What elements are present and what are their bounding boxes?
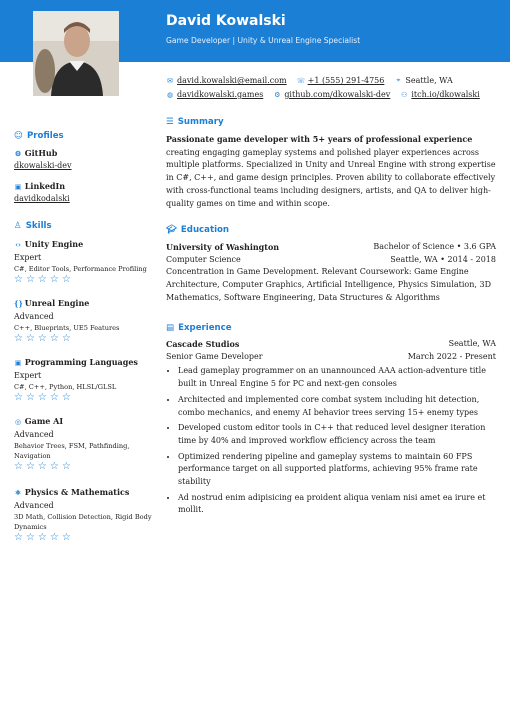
skill-level: Advanced xyxy=(14,501,54,510)
phone-link[interactable]: +1 (555) 291-4756 xyxy=(307,76,385,85)
skill-keywords: Behavior Trees, FSM, Pathfinding, Navigation xyxy=(14,442,130,460)
experience-bullet: • Developed custom editor tools in C++ that reduced level designer iteration time by 40% and improved workflow efficiency across the team xyxy=(178,422,496,447)
github-icon: ⚙ xyxy=(14,149,22,158)
experience-company: Cascade Studios xyxy=(166,339,240,349)
skill-keywords: 3D Math, Collision Detection, Rigid Body Dynamics xyxy=(14,513,152,531)
skill-keywords: C#, Editor Tools, Performance Profiling xyxy=(14,265,147,273)
code-icon: ‹› xyxy=(15,240,21,249)
email-link[interactable]: david.kowalski@email.com xyxy=(177,76,287,85)
contact-row-2 xyxy=(166,90,480,99)
linkedin-icon: ▣ xyxy=(14,182,22,191)
profile-username-link[interactable]: dkowalski-dev xyxy=(14,161,72,170)
github-icon: ⚙ xyxy=(274,90,281,99)
itch-link[interactable]: itch.io/dkowalski xyxy=(411,90,480,99)
profiles-heading: ☺ Profiles xyxy=(14,131,64,141)
skill-item: ‹› Unity Engine Expert C#, Editor Tools, Performance Profiling ☆☆☆☆☆ xyxy=(14,239,154,285)
experience-position: Senior Game Developer xyxy=(166,351,263,361)
summary-text xyxy=(166,133,496,210)
skill-rating-stars: ☆☆☆☆☆ xyxy=(14,333,74,344)
skill-rating-stars: ☆☆☆☆☆ xyxy=(14,461,74,472)
experience-bullet: • Ad nostrud enim adipisicing ea proident aliqua veniam nisi amet ea irure et mollit. xyxy=(178,492,496,517)
github-link[interactable]: github.com/dkowalski-dev xyxy=(284,90,391,99)
skill-item: {} Unreal Engine Advanced C++, Blueprints, UE5 Features ☆☆☆☆☆ xyxy=(14,298,154,344)
location-text: Seattle, WA xyxy=(405,76,453,85)
skill-keywords: C++, Blueprints, UE5 Features xyxy=(14,324,120,332)
email-icon: ✉ xyxy=(167,76,173,85)
skill-rating-stars: ☆☆☆☆☆ xyxy=(14,532,74,543)
atom-icon: ⚛ xyxy=(14,488,22,497)
braces-icon: {} xyxy=(14,299,24,308)
profiles-list xyxy=(14,148,154,203)
education-degree: Bachelor of Science • 3.6 GPA xyxy=(373,242,496,251)
education-heading: 🎓︎ Education xyxy=(166,225,230,235)
skill-level: Expert xyxy=(14,253,42,262)
location-icon: ⌖ xyxy=(396,76,401,84)
skill-item: ⚛ Physics & Mathematics Advanced 3D Math, Collision Detection, Rigid Body Dynamics ☆☆☆☆☆ xyxy=(14,487,154,543)
globe-icon: ◍ xyxy=(166,90,174,99)
education-description: Concentration in Game Development. Relevant Coursework: Game Engine Architecture, Computer Graphics, Artificial Intelligence, Physics Simulation, 3D Mathematics, Software Engineering, Data Structures & Algorithms xyxy=(166,267,491,302)
skill-rating-stars: ☆☆☆☆☆ xyxy=(14,392,74,403)
experience-bullet: • Lead gameplay programmer on an unannounced AAA action-adventure title built in Unreal Engine 5 for PC and next-gen consoles xyxy=(178,365,496,390)
education-location-date: Seattle, WA • 2014 - 2018 xyxy=(390,254,496,264)
profiles-icon: ☺ xyxy=(14,131,23,141)
summary-icon: ☰ xyxy=(166,117,174,127)
experience-bullet: • Optimized rendering pipeline and gameplay systems to maintain 60 FPS performance target on all supported platforms, achieving 95% frame rate stability xyxy=(178,451,496,489)
gamepad-icon: ⚇ xyxy=(401,90,408,99)
skill-item: ▣ Programming Languages Expert C#, C++, Python, HLSL/GLSL ☆☆☆☆☆ xyxy=(14,357,154,403)
summary-lead: Passionate game developer with 5+ years of professional experience xyxy=(166,134,473,144)
education-institution: University of Washington xyxy=(166,242,280,252)
experience-entry xyxy=(166,338,496,520)
skill-keywords: C#, C++, Python, HLSL/GLSL xyxy=(14,383,117,391)
briefcase-icon: ▤ xyxy=(166,323,175,333)
profile-item: ⚙ GitHub dkowalski-dev xyxy=(14,148,154,181)
experience-date: March 2022 - Present xyxy=(407,351,496,361)
profile-username-link[interactable]: davidkodalski xyxy=(14,194,70,203)
contact-row-1 xyxy=(166,76,453,85)
skill-level: Advanced xyxy=(14,430,54,439)
skills-heading: ♙ Skills xyxy=(14,221,52,231)
website-link[interactable]: davidkowalski.games xyxy=(177,90,264,99)
skill-level: Advanced xyxy=(14,312,54,321)
brain-icon: ◎ xyxy=(14,417,22,426)
profile-photo xyxy=(33,11,119,96)
candidate-title: Game Developer | Unity & Unreal Engine Specialist xyxy=(166,36,361,45)
education-entry xyxy=(166,241,496,305)
graduation-cap-icon: 🎓︎ xyxy=(166,225,177,235)
experience-location: Seattle, WA xyxy=(448,339,496,348)
terminal-icon: ▣ xyxy=(14,358,22,367)
experience-bullets xyxy=(166,365,496,517)
phone-icon: ☏ xyxy=(296,76,306,85)
summary-body: creating engaging gameplay systems and polished player experiences across multiple platforms. Specialized in Unity and Unreal Engine with strong expertise in C#, C++, and game design principles. Proven ability to collaborate effectively with cross-functional teams including designers, artists, and QA to deliver high-quality games on time and within scope. xyxy=(166,147,496,208)
education-area: Computer Science xyxy=(166,254,241,264)
summary-heading: ☰ Summary xyxy=(166,117,224,127)
profile-item: ▣ LinkedIn davidkodalski xyxy=(14,181,154,203)
experience-heading: ▤ Experience xyxy=(166,323,232,333)
experience-bullet: • Architected and implemented core combat system including hit detection, combo mechanics, and enemy AI behavior trees serving 15+ enemy types xyxy=(178,394,496,419)
skill-level: Expert xyxy=(14,371,42,380)
skill-rating-stars: ☆☆☆☆☆ xyxy=(14,274,74,285)
candidate-name: David Kowalski xyxy=(166,13,286,29)
skills-icon: ♙ xyxy=(14,221,22,231)
skill-item: ◎ Game AI Advanced Behavior Trees, FSM, Pathfinding, Navigation ☆☆☆☆☆ xyxy=(14,416,154,472)
